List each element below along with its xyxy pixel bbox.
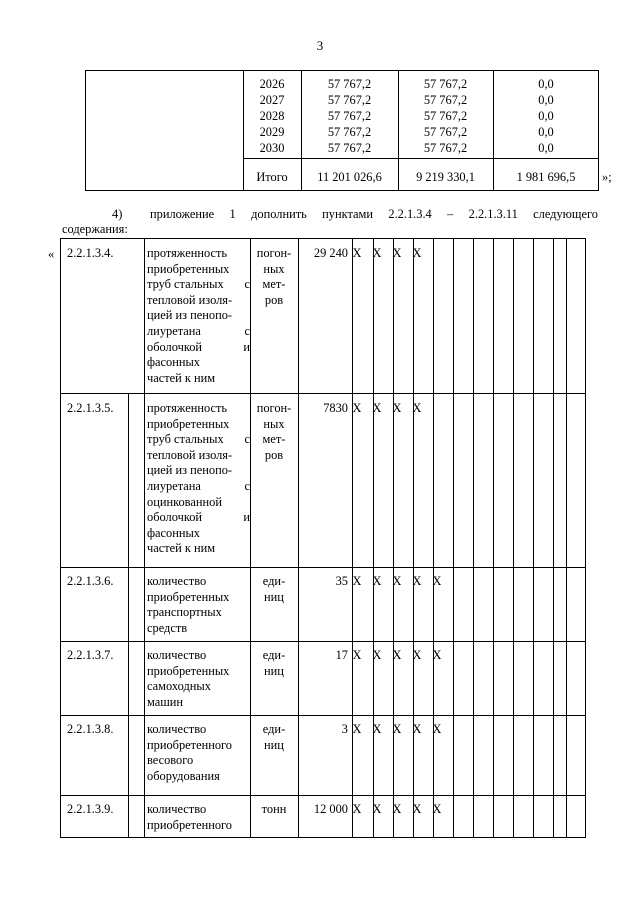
paragraph-number: 4): [112, 207, 123, 221]
total-label: Итого: [256, 170, 288, 184]
closing-quote: »;: [602, 170, 612, 184]
description-word: оболочкой: [147, 510, 203, 525]
paragraph-word: 2.2.1.3.4: [388, 207, 432, 221]
table-border: [85, 70, 86, 191]
paragraph-word: дополнить: [251, 207, 307, 221]
table-cell: 57 767,2: [327, 125, 372, 139]
row-description: [147, 401, 250, 557]
x-mark: X: [432, 802, 442, 816]
description-line: [147, 510, 250, 526]
row-value: 29 240: [313, 246, 348, 260]
unit-line: еди-: [262, 574, 286, 588]
table-cell: 0,0: [538, 141, 554, 155]
row-unit: [254, 574, 294, 605]
table-cell: 57 767,2: [327, 141, 372, 155]
row-code: 2.2.1.3.4.: [67, 246, 114, 260]
unit-line: ных: [263, 416, 285, 431]
paragraph-word: 2.2.1.3.11: [468, 207, 518, 221]
row-code: 2.2.1.3.5.: [67, 401, 114, 415]
table-border: [128, 393, 129, 838]
description-line: [147, 340, 250, 356]
table-border: [60, 795, 586, 796]
row-value: 35: [335, 574, 348, 588]
x-mark: X: [372, 574, 382, 588]
description-line: тепловой изоля-: [147, 447, 233, 462]
row-code: 2.2.1.3.6.: [67, 574, 114, 588]
unit-line: еди-: [262, 722, 286, 736]
x-mark: X: [432, 574, 442, 588]
table-border: [453, 238, 454, 838]
table-cell: 0,0: [538, 109, 554, 123]
table-border: [60, 393, 586, 394]
description-line: приобретенных: [147, 261, 230, 276]
table-border: [85, 190, 599, 191]
paragraph-word: следующего: [533, 207, 598, 221]
description-line: частей к ним: [147, 541, 216, 556]
x-mark: X: [392, 246, 402, 260]
unit-line: ров: [264, 447, 284, 462]
description-line: приобретенных: [147, 589, 230, 604]
x-mark: X: [412, 246, 422, 260]
description-word: с: [244, 478, 250, 493]
x-mark: X: [372, 401, 382, 415]
table-cell: 2030: [259, 141, 285, 155]
unit-line: ниц: [264, 663, 284, 678]
table-border: [513, 238, 514, 838]
unit-line: мет-: [262, 432, 286, 447]
row-code: 2.2.1.3.7.: [67, 648, 114, 662]
description-line: [147, 277, 250, 293]
description-line: самоходных: [147, 679, 211, 694]
table-cell: 57 767,2: [327, 109, 372, 123]
x-mark: X: [412, 648, 422, 662]
paragraph-word: приложение: [150, 207, 215, 221]
paragraph-word: 1: [229, 207, 236, 221]
indicators-table: [60, 238, 586, 838]
row-unit: [254, 401, 294, 463]
table-cell: 0,0: [538, 93, 554, 107]
description-line: оцинкованной: [147, 494, 222, 509]
row-code: 2.2.1.3.9.: [67, 802, 114, 816]
x-mark: X: [412, 802, 422, 816]
table-cell: 0,0: [538, 77, 554, 91]
description-line: [147, 479, 250, 495]
description-line: количество: [147, 574, 207, 588]
unit-line: погон-: [256, 401, 292, 415]
x-mark: X: [412, 722, 422, 736]
x-mark: X: [352, 246, 362, 260]
description-line: оборудования: [147, 768, 220, 783]
total-value: 9 219 330,1: [416, 170, 475, 184]
description-line: приобретенных: [147, 663, 230, 678]
table-border: [60, 837, 586, 838]
x-mark: X: [352, 802, 362, 816]
row-code: 2.2.1.3.8.: [67, 722, 114, 736]
x-mark: X: [412, 574, 422, 588]
table-border: [60, 238, 586, 239]
table-border: [493, 238, 494, 838]
description-word: и: [243, 339, 250, 354]
table-cell: 57 767,2: [423, 141, 468, 155]
description-line: протяженность: [147, 246, 228, 260]
paragraph-word: пунктами: [322, 207, 374, 221]
row-description: [147, 802, 250, 833]
budget-table: [85, 70, 599, 191]
row-value: 17: [335, 648, 348, 662]
table-cell: 2028: [259, 109, 285, 123]
table-cell: 57 767,2: [423, 109, 468, 123]
description-line: [147, 432, 250, 448]
description-word: лиуретана: [147, 323, 201, 338]
x-mark: X: [392, 802, 402, 816]
table-border: [250, 238, 251, 838]
table-border: [144, 238, 145, 838]
description-word: и: [243, 510, 250, 525]
description-line: машин: [147, 694, 184, 709]
table-border: [473, 238, 474, 838]
table-cell: 57 767,2: [327, 77, 372, 91]
description-line: количество: [147, 648, 207, 662]
row-value: 3: [341, 722, 348, 736]
table-cell: 2026: [259, 77, 285, 91]
table-border: [393, 238, 394, 838]
table-border: [352, 238, 353, 838]
paragraph-word: –: [447, 207, 454, 221]
description-word: труб стальных: [147, 432, 224, 447]
x-mark: X: [432, 648, 442, 662]
paragraph-text: [150, 206, 598, 222]
x-mark: X: [392, 722, 402, 736]
x-mark: X: [352, 722, 362, 736]
x-mark: X: [352, 648, 362, 662]
table-border: [60, 641, 586, 642]
table-border: [298, 238, 299, 838]
description-line: цией из пенопо-: [147, 463, 233, 478]
table-cell: 57 767,2: [423, 93, 468, 107]
x-mark: X: [372, 802, 382, 816]
description-line: протяженность: [147, 401, 228, 415]
row-unit: [254, 802, 294, 818]
table-border: [85, 70, 599, 71]
row-unit: [254, 722, 294, 753]
table-border: [433, 238, 434, 838]
description-line: количество: [147, 802, 207, 816]
unit-line: ных: [263, 261, 285, 276]
row-description: [147, 722, 250, 784]
x-mark: X: [372, 246, 382, 260]
x-mark: X: [372, 722, 382, 736]
row-description: [147, 648, 250, 710]
total-value: 11 201 026,6: [317, 170, 382, 184]
table-border: [60, 715, 586, 716]
row-unit: [254, 648, 294, 679]
unit-line: ниц: [264, 589, 284, 604]
paragraph-line-2: содержания:: [62, 222, 128, 236]
table-cell: 0,0: [538, 125, 554, 139]
table-border: [60, 238, 61, 838]
x-mark: X: [372, 648, 382, 662]
x-mark: X: [392, 574, 402, 588]
x-mark: X: [392, 401, 402, 415]
description-word: с: [244, 432, 250, 447]
row-value: 7830: [323, 401, 348, 415]
description-line: фасонных: [147, 355, 201, 370]
description-line: приобретенного: [147, 737, 232, 752]
table-border: [60, 567, 586, 568]
x-mark: X: [392, 648, 402, 662]
table-border: [585, 238, 586, 838]
table-cell: 2029: [259, 125, 285, 139]
row-unit: [254, 246, 294, 308]
x-mark: X: [352, 401, 362, 415]
unit-line: погон-: [256, 246, 292, 260]
page-number: 3: [316, 38, 324, 53]
unit-line: еди-: [262, 648, 286, 662]
unit-line: мет-: [262, 277, 286, 292]
description-line: приобретенных: [147, 416, 230, 431]
table-border: [553, 238, 554, 838]
total-value: 1 981 696,5: [516, 170, 576, 184]
description-line: весового: [147, 753, 194, 768]
description-line: тепловой изоля-: [147, 292, 233, 307]
description-line: приобретенного: [147, 817, 232, 832]
description-word: труб стальных: [147, 277, 224, 292]
table-cell: 2027: [259, 93, 285, 107]
row-description: [147, 246, 250, 386]
description-line: цией из пенопо-: [147, 308, 233, 323]
description-word: лиуретана: [147, 478, 201, 493]
table-cell: 57 767,2: [423, 77, 468, 91]
unit-line: ров: [264, 292, 284, 307]
x-mark: X: [412, 401, 422, 415]
table-border: [373, 238, 374, 838]
opening-quote: «: [48, 247, 55, 261]
description-word: с: [244, 277, 250, 292]
description-word: оболочкой: [147, 339, 203, 354]
unit-line: тонн: [261, 802, 287, 816]
description-line: транспортных: [147, 605, 222, 620]
table-border: [566, 238, 567, 838]
unit-line: ниц: [264, 737, 284, 752]
description-line: средств: [147, 620, 188, 635]
table-cell: 57 767,2: [327, 93, 372, 107]
row-value: 12 000: [313, 802, 348, 816]
table-border: [533, 238, 534, 838]
x-mark: X: [352, 574, 362, 588]
description-line: фасонных: [147, 525, 201, 540]
table-border: [243, 158, 599, 159]
description-line: частей к ним: [147, 370, 216, 385]
description-line: [147, 324, 250, 340]
description-word: с: [244, 323, 250, 338]
description-line: количество: [147, 722, 207, 736]
row-description: [147, 574, 250, 636]
table-cell: 57 767,2: [423, 125, 468, 139]
table-border: [413, 238, 414, 838]
x-mark: X: [432, 722, 442, 736]
